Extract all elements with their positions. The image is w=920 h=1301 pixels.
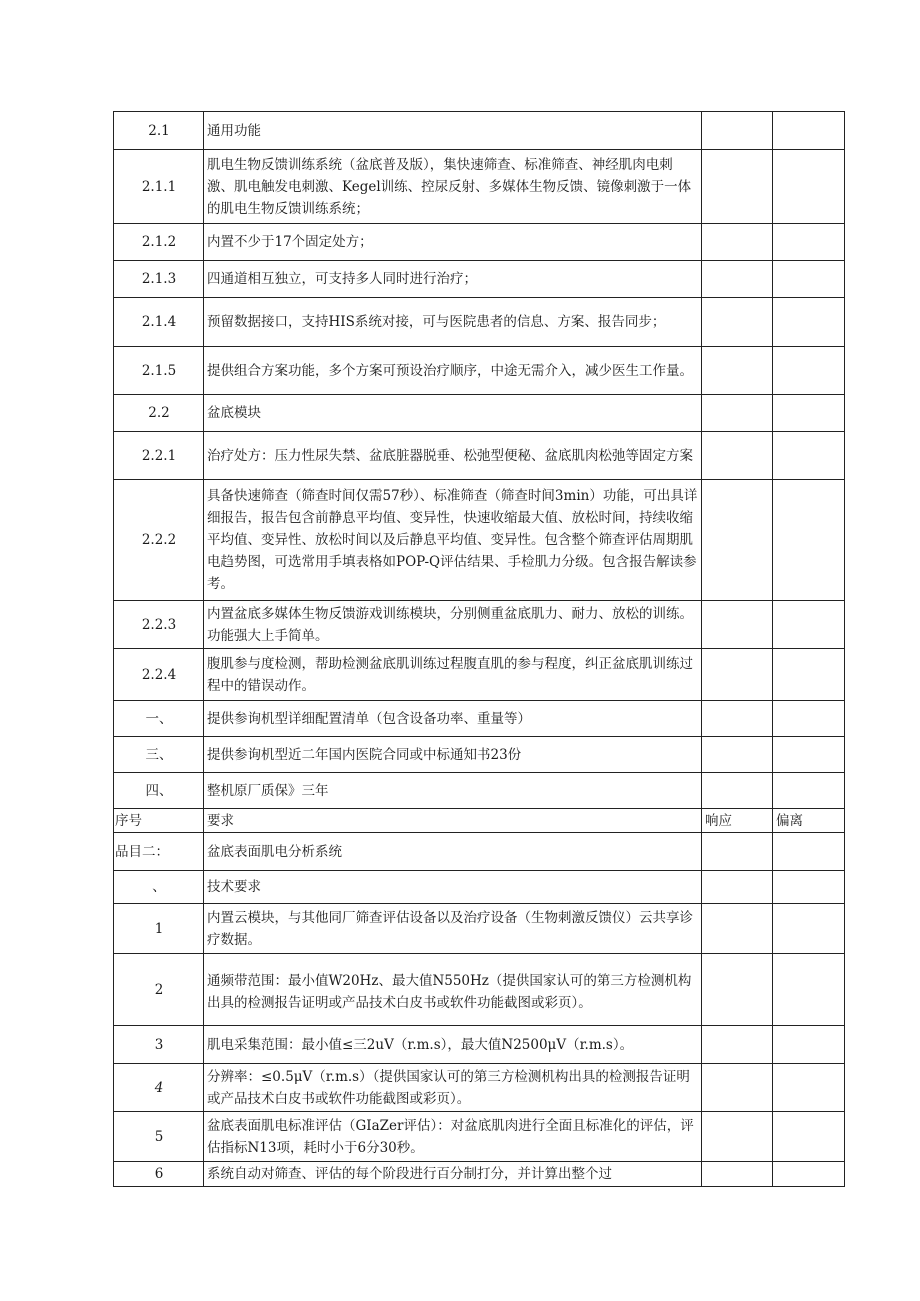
table-row — [114, 432, 845, 480]
item-description: 肌电生物反馈训练系统（盆底普及版），集快速筛查、标准筛查、神经肌肉电刺激、肌电触发电刺激、Kegel训练、控尿反射、多媒体生物反馈、镜像刺激于一体的肌电生物反馈训练系统； — [204, 150, 702, 224]
response-cell — [702, 224, 773, 261]
item-description: 内置盆底多媒体生物反馈游戏训练模块，分别侧重盆底肌力、耐力、放松的训练。功能强大上手简单。 — [204, 601, 702, 649]
deviation-cell — [773, 904, 845, 954]
deviation-cell — [773, 298, 845, 347]
deviation-cell — [773, 737, 845, 773]
table-row — [114, 150, 845, 224]
table-row — [114, 601, 845, 649]
response-cell — [702, 1064, 773, 1112]
header-requirement: 要求 — [204, 809, 702, 833]
deviation-cell — [773, 773, 845, 809]
item-number: 2.1 — [114, 112, 204, 150]
table-row — [114, 347, 845, 395]
item-description: 治疗处方：压力性尿失禁、盆底脏器脱垂、松弛型便秘、盆底肌肉松弛等固定方案 — [204, 432, 702, 480]
deviation-cell — [773, 1112, 845, 1162]
item-number: 5 — [114, 1112, 204, 1162]
item-description: 肌电采集范围：最小值≤三2uV（r.m.s），最大值N2500μV（r.m.s）。 — [204, 1026, 702, 1064]
deviation-cell — [773, 1162, 845, 1187]
table-row — [114, 1026, 845, 1064]
table-row — [114, 395, 845, 432]
item-description: 四通道相互独立，可支持多人同时进行治疗； — [204, 261, 702, 298]
header-deviation: 偏离 — [773, 809, 845, 833]
item-description: 分辨率：≤0.5μV（r.m.s）（提供国家认可的第三方检测机构出具的检测报告证明或产品技术白皮书或软件功能截图或彩页）。 — [204, 1064, 702, 1112]
table-row — [114, 224, 845, 261]
item-number: 品目二： — [114, 833, 204, 871]
table-row — [114, 112, 845, 150]
item-number: 4 — [114, 1064, 204, 1112]
response-cell — [702, 871, 773, 904]
item-number: 2.2.3 — [114, 601, 204, 649]
item-description: 盆底模块 — [204, 395, 702, 432]
item-number: 1 — [114, 904, 204, 954]
item-number: 2.2 — [114, 395, 204, 432]
item-description: 腹肌参与度检测，帮助检测盆底肌训练过程腹直肌的参与程度，纠正盆底肌训练过程中的错误动作。 — [204, 649, 702, 701]
item-description: 内置云模块，与其他同厂筛查评估设备以及治疗设备（生物刺激反馈仪）云共享诊疗数据。 — [204, 904, 702, 954]
table-row — [114, 833, 845, 871]
deviation-cell — [773, 261, 845, 298]
response-cell — [702, 112, 773, 150]
item-number: 6 — [114, 1162, 204, 1187]
deviation-cell — [773, 150, 845, 224]
deviation-cell — [773, 701, 845, 737]
item-description: 系统自动对筛查、评估的每个阶段进行百分制打分，并计算出整个过 — [204, 1162, 702, 1187]
item-description: 内置不少于17个固定处方； — [204, 224, 702, 261]
table-row — [114, 1064, 845, 1112]
item-number: 2.2.1 — [114, 432, 204, 480]
deviation-cell — [773, 112, 845, 150]
item-number: 2 — [114, 954, 204, 1026]
response-cell — [702, 432, 773, 480]
response-cell — [702, 737, 773, 773]
item-number: 2.2.2 — [114, 480, 204, 601]
table-row — [114, 954, 845, 1026]
deviation-cell — [773, 347, 845, 395]
table-row — [114, 904, 845, 954]
deviation-cell — [773, 395, 845, 432]
deviation-cell — [773, 833, 845, 871]
table-row — [114, 871, 845, 904]
table-row — [114, 737, 845, 773]
item-description: 预留数据接口，支持HIS系统对接，可与医院患者的信息、方案、报告同步； — [204, 298, 702, 347]
response-cell — [702, 1112, 773, 1162]
response-cell — [702, 347, 773, 395]
response-cell — [702, 395, 773, 432]
response-cell — [702, 601, 773, 649]
deviation-cell — [773, 649, 845, 701]
table-row — [114, 1162, 845, 1187]
deviation-cell — [773, 954, 845, 1026]
table-row — [114, 480, 845, 601]
header-number: 序号 — [114, 809, 204, 833]
item-number: 2.1.1 — [114, 150, 204, 224]
item-number: 2.1.4 — [114, 298, 204, 347]
response-cell — [702, 298, 773, 347]
response-cell — [702, 773, 773, 809]
deviation-cell — [773, 871, 845, 904]
item-number: 、 — [114, 871, 204, 904]
deviation-cell — [773, 224, 845, 261]
item-description: 盆底表面肌电标准评估（GIaZer评估）：对盆底肌肉进行全面且标准化的评估，评估指标N13项，耗时小于6分30秒。 — [204, 1112, 702, 1162]
header-response: 响应 — [702, 809, 773, 833]
item-description: 盆底表面肌电分析系统 — [204, 833, 702, 871]
response-cell — [702, 261, 773, 298]
item-description: 技术要求 — [204, 871, 702, 904]
requirements-table — [113, 111, 845, 1187]
deviation-cell — [773, 480, 845, 601]
table-header-row — [114, 809, 845, 833]
deviation-cell — [773, 1026, 845, 1064]
item-number: 2.1.3 — [114, 261, 204, 298]
table-row — [114, 261, 845, 298]
response-cell — [702, 833, 773, 871]
item-description: 具备快速筛查（筛查时间仅需57秒）、标准筛查（筛查时间3min）功能，可出具详细报告，报告包含前静息平均值、变异性，快速收缩最大值、放松时间，持续收缩平均值、变异性、放松时间以及后静息平均值、变异性。包含整个筛查评估周期肌电趋势图，可选常用手填表格如POP-Q评估结果、手检肌力分级。包含报告解读参考。 — [204, 480, 702, 601]
response-cell — [702, 1162, 773, 1187]
deviation-cell — [773, 601, 845, 649]
item-description: 通用功能 — [204, 112, 702, 150]
item-description: 通频带范围：最小值W20Hz、最大值N550Hz（提供国家认可的第三方检测机构出具的检测报告证明或产品技术白皮书或软件功能截图或彩页）。 — [204, 954, 702, 1026]
response-cell — [702, 480, 773, 601]
table-row — [114, 773, 845, 809]
table-row — [114, 298, 845, 347]
item-description: 提供参询机型近二年国内医院合同或中标通知书23份 — [204, 737, 702, 773]
item-number: 2.1.5 — [114, 347, 204, 395]
deviation-cell — [773, 432, 845, 480]
item-description: 提供组合方案功能，多个方案可预设治疗顺序，中途无需介入，减少医生工作量。 — [204, 347, 702, 395]
table-row — [114, 701, 845, 737]
response-cell — [702, 649, 773, 701]
table-row — [114, 649, 845, 701]
response-cell — [702, 701, 773, 737]
item-number: 三、 — [114, 737, 204, 773]
response-cell — [702, 1026, 773, 1064]
table-row — [114, 1112, 845, 1162]
response-cell — [702, 954, 773, 1026]
item-number: 3 — [114, 1026, 204, 1064]
item-number: 四、 — [114, 773, 204, 809]
deviation-cell — [773, 1064, 845, 1112]
item-number: 2.2.4 — [114, 649, 204, 701]
item-description: 提供参询机型详细配置清单（包含设备功率、重量等） — [204, 701, 702, 737]
item-number: 2.1.2 — [114, 224, 204, 261]
item-description: 整机原厂质保》三年 — [204, 773, 702, 809]
response-cell — [702, 150, 773, 224]
item-number: 一、 — [114, 701, 204, 737]
response-cell — [702, 904, 773, 954]
